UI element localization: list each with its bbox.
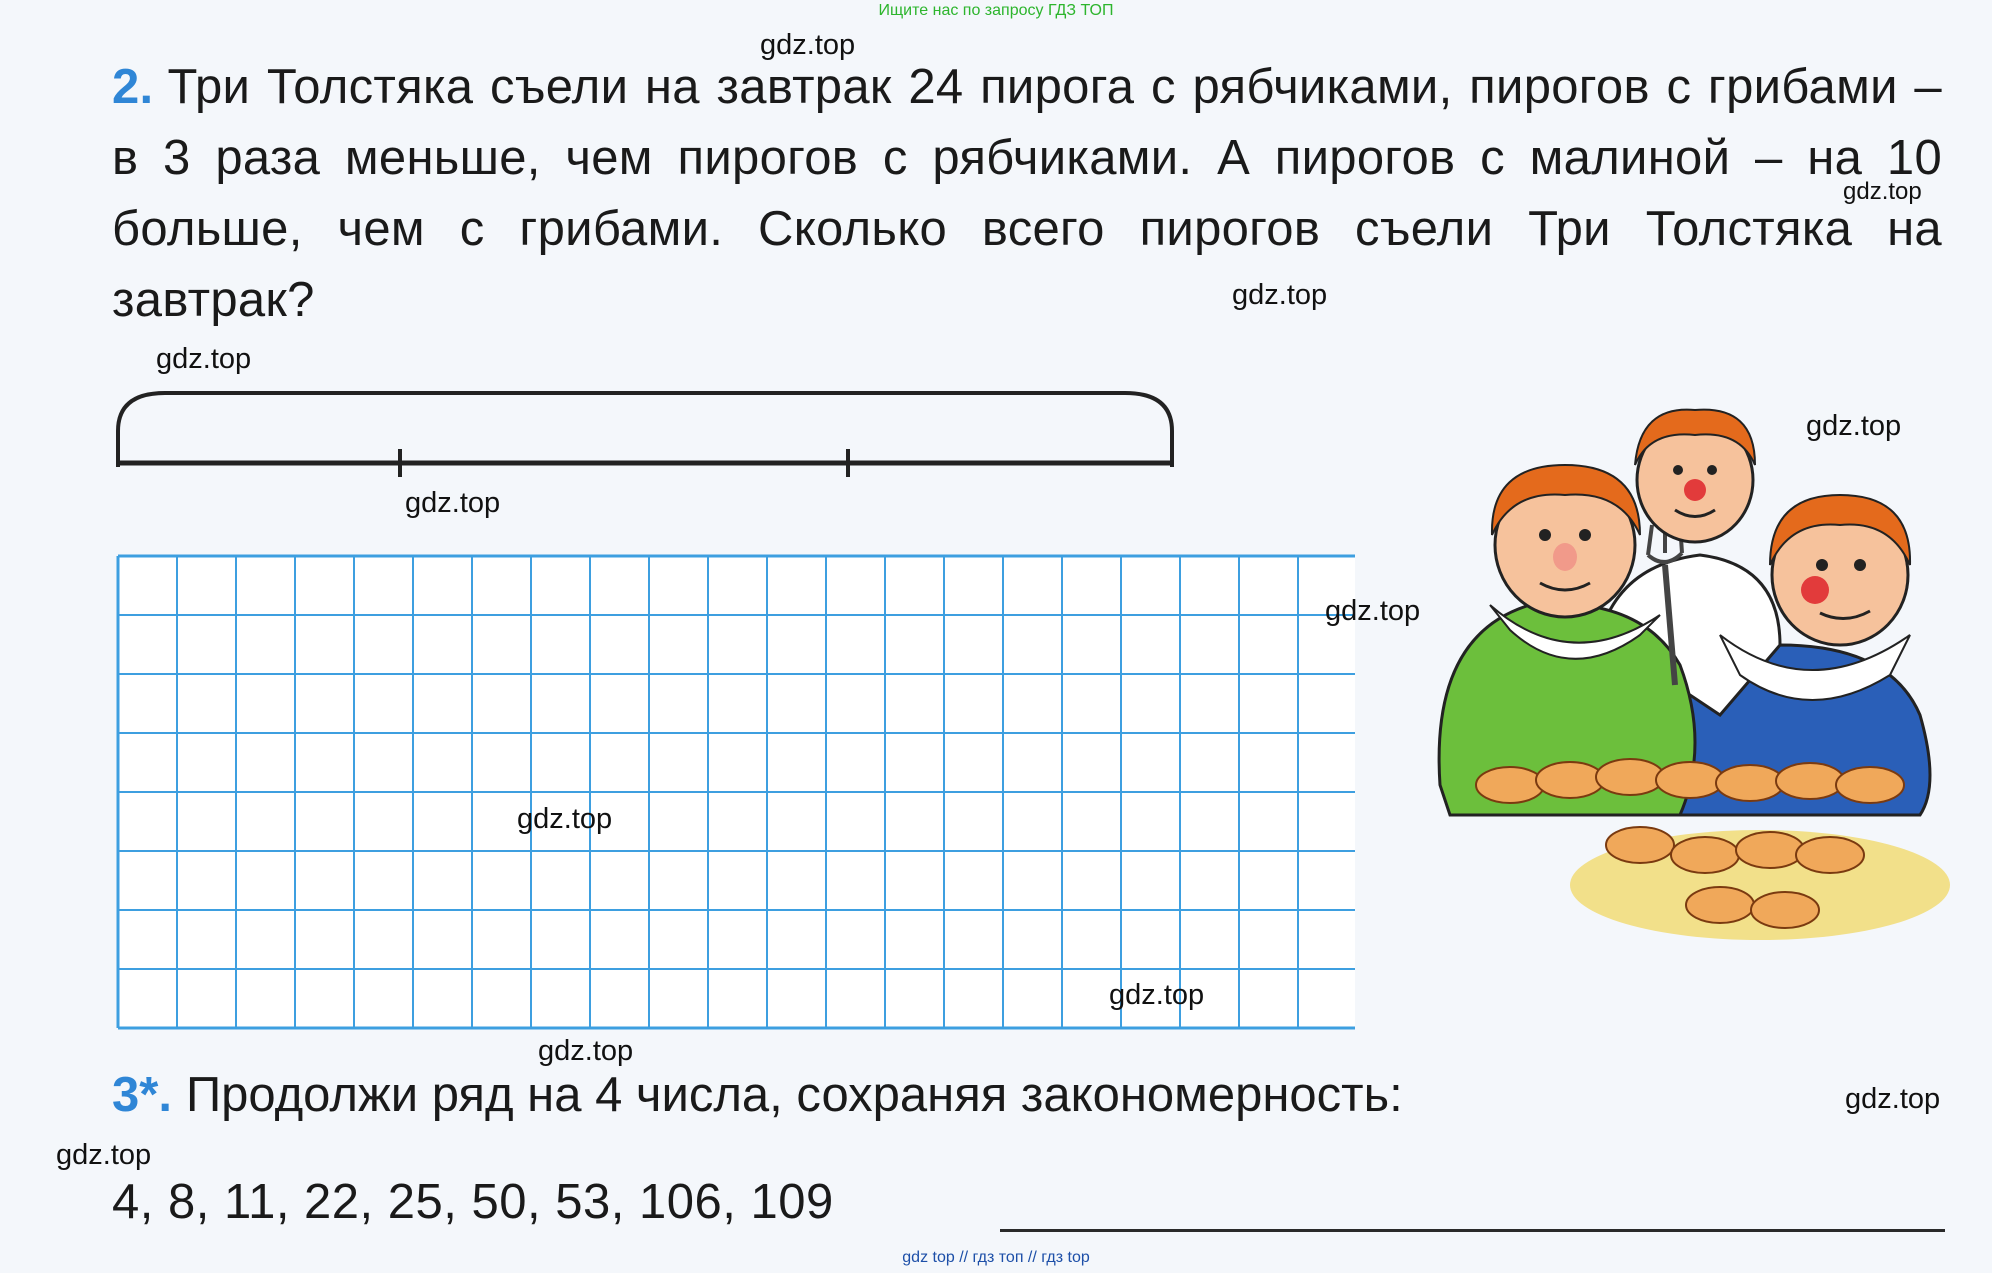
answer-grid[interactable] [115, 553, 1355, 1033]
task-3-text: Продолжи ряд на 4 числа, сохраняя закономерность: [185, 1068, 1403, 1122]
answer-line[interactable] [1000, 1229, 1945, 1232]
three-fat-men-illustration [1420, 385, 1960, 945]
watermark[interactable]: gdz.top [1325, 595, 1421, 627]
watermark[interactable]: gdz.top [405, 487, 501, 519]
task-3-number: 3*. [112, 1068, 172, 1122]
watermark[interactable]: gdz.top [760, 29, 856, 61]
watermark[interactable]: gdz.top [1232, 279, 1328, 311]
segment-diagram [110, 385, 1190, 485]
header-note[interactable]: Ищите нас по запросу ГДЗ ТОП [878, 2, 1114, 19]
watermark[interactable]: gdz.top [1109, 979, 1205, 1011]
watermark[interactable]: gdz.top [1843, 178, 1922, 205]
watermark[interactable]: gdz.top [517, 803, 613, 835]
task-2-number: 2. [112, 60, 154, 114]
number-series: 4, 8, 11, 22, 25, 50, 53, 106, 109 [112, 1175, 834, 1229]
task-3 [112, 1062, 1812, 1128]
watermark[interactable]: gdz.top [1845, 1083, 1941, 1115]
segment-brace [118, 393, 1172, 467]
task-2-text: Три Толстяка съели на завтрак 24 пирога с рябчиками, пирогов с грибами – в 3 раза меньше, чем пирогов с рябчиками. А пирогов с малиной – на 10 больше, чем с грибами. Сколько всего пирогов съели Три Толстяка на завтрак? [112, 60, 1942, 327]
watermark[interactable]: gdz.top [56, 1139, 152, 1171]
task-2 [112, 52, 1942, 336]
footer-note[interactable]: gdz top // гдз топ // гдз top [902, 1249, 1090, 1266]
watermark[interactable]: gdz.top [538, 1035, 634, 1067]
watermark[interactable]: gdz.top [1806, 410, 1902, 442]
watermark[interactable]: gdz.top [156, 343, 252, 375]
